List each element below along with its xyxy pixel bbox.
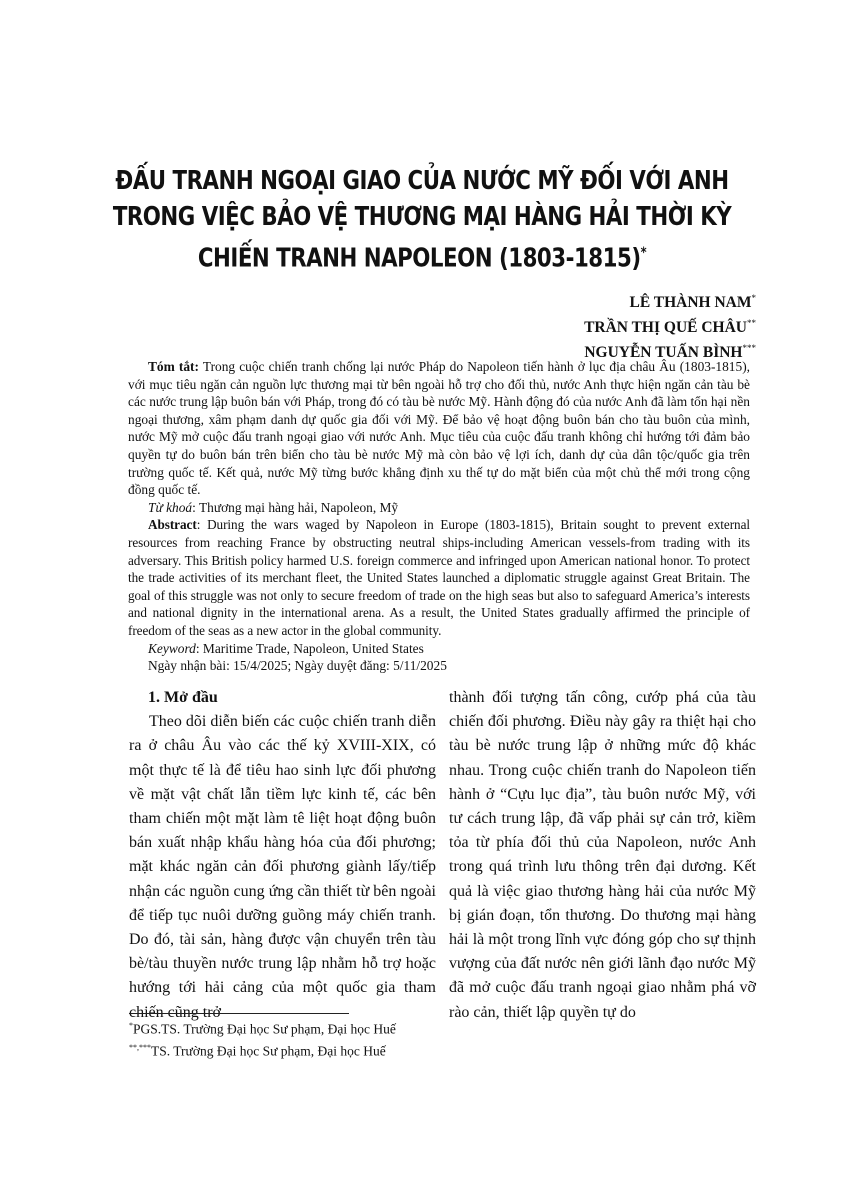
body-paragraph-right: thành đối tượng tấn công, cướp phá của tàu chiến đối phương. Điều này gây ra thiệt hại cho tàu bè nước trung lập ở những mức độ khác nhau. Trong cuộc chiến tranh do Napoleon tiến hành ở “Cựu lục địa”, tàu buôn nước Mỹ, với tư cách trung lập, đã vấp phải sự cản trở, kiềm tỏa từ phía đối thủ của Napoleon, nước Anh trong quá trình lưu thông trên đại dương. Kết quả là việc giao thương hàng hải của nước Mỹ bị gián đoạn, tổn thương. Do thương mại hàng hải là một trong lĩnh vực đóng góp cho sự thịnh vượng của đất nước nên giới lãnh đạo nước Mỹ đã mở cuộc đấu tranh ngoại giao nhằm phá vỡ rào cản, thiết lập quyền tự do — [449, 689, 756, 1021]
abstract-en — [128, 516, 750, 639]
abstract-block — [128, 358, 750, 675]
author-name: LÊ THÀNH NAM — [629, 294, 752, 312]
paper-title — [76, 163, 768, 277]
title-line-3 — [76, 235, 768, 277]
body-column-left — [129, 686, 436, 1025]
author-name: TRẦN THỊ QUẾ CHÂU — [584, 319, 747, 337]
summary-vi-label: Tóm tắt: — [148, 359, 199, 374]
title-line-2: TRONG VIỆC BẢO VỆ THƯƠNG MẠI HÀNG HẢI THỜI KỲ — [112, 202, 732, 232]
submission-dates: Ngày nhận bài: 15/4/2025; Ngày duyệt đăng: 5/11/2025 — [148, 658, 447, 674]
keywords-en-label: Keyword — [148, 640, 196, 656]
author-2 — [584, 313, 756, 338]
title-line-3-text: CHIẾN TRANH NAPOLEON (1803-1815) — [197, 243, 641, 274]
summary-vi — [128, 358, 750, 499]
section-heading: 1. Mở đầu — [148, 689, 218, 706]
footnote-1 — [129, 1017, 396, 1039]
footnotes — [129, 1017, 396, 1060]
footnote-2-text: TS. Trường Đại học Sư phạm, Đại học Huế — [151, 1043, 386, 1058]
author-mark: *** — [742, 343, 756, 354]
keywords-vi-label: Từ khoá — [148, 499, 193, 515]
footnote-2-mark: **,*** — [129, 1042, 151, 1052]
summary-vi-text: Trong cuộc chiến tranh chống lại nước Pháp do Napoleon tiến hành ở lục địa châu Âu (1803-1815), với mục tiêu ngăn cản nguồn lực thương mại từ bên ngoài hỗ trợ cho đối thủ, nước Anh thực hiện ngăn cản tàu bè các nước trung lập buôn bán với Pháp, trong đó có tàu bè nước Mỹ. Hành động đó của nước Anh đã làm tổn hại nền ngoại thương, xâm phạm danh dự quốc gia đối với Mỹ. Để bảo vệ hoạt động buôn bán cho tàu buôn của mình, nước Mỹ mở cuộc đấu tranh ngoại giao với nước Anh. Mục tiêu của cuộc đấu tranh không chỉ hướng tới đảm bảo quyền tự do buôn bán trên biển cho tàu bè nước Mỹ mà còn bảo vệ lợi ích, danh dự của dân tộc/quốc gia trên trường quốc tế. Kết quả, nước Mỹ từng bước khẳng định xu thế tự do mặt biển của một chủ thể mới trong cộng đồng quốc tế. — [128, 359, 751, 498]
author-1 — [584, 288, 756, 313]
body-column-right — [449, 686, 756, 1025]
footnote-2 — [129, 1039, 396, 1061]
keywords-vi — [128, 499, 750, 517]
title-footnote-mark: * — [640, 245, 647, 261]
abstract-en-text: : During the wars waged by Napoleon in Europe (1803-1815), Britain sought to prevent external resources from reaching France by obstructing neutral ships-including American vessels-from trading with its adversary. This British policy harmed U.S. foreign commerce and infringed upon American national honor. To protect the trade activities of its merchant fleet, the United States launched a diplomatic struggle against Great Britain. The goal of this struggle was not only to secure freedom of trade on the high seas but also to safeguard America’s interests and national dignity in the international arena. As a result, the United States gradually affirmed the principle of freedom of the seas as a new actor in the global community. — [128, 517, 750, 638]
title-line-1: ĐẤU TRANH NGOẠI GIAO CỦA NƯỚC MỸ ĐỐI VỚI ANH — [115, 166, 729, 196]
footnote-1-mark: * — [129, 1021, 133, 1030]
keywords-vi-text: : Thương mại hàng hải, Napoleon, Mỹ — [192, 499, 399, 515]
footnote-1-text: PGS.TS. Trường Đại học Sư phạm, Đại học Huế — [133, 1021, 396, 1037]
author-mark: * — [751, 293, 756, 303]
keywords-en — [128, 640, 750, 658]
footnote-divider — [129, 1013, 349, 1014]
abstract-en-label: Abstract — [148, 517, 197, 533]
author-mark: ** — [747, 318, 756, 329]
body-paragraph-left: Theo dõi diễn biến các cuộc chiến tranh diễn ra ở châu Âu vào các thế kỷ XVIII-XIX, có một thực tế là để tiêu hao sinh lực đối phương về mặt vật chất lẫn tiềm lực kinh tế, các bên tham chiến một mặt làm tê liệt hoạt động buôn bán xuất nhập khẩu hàng hóa của đối phương; mặt khác ngăn cản đối phương giành lấy/tiếp nhận các nguồn cung ứng cần thiết từ bên ngoài để tiếp tục nuôi dưỡng guồng máy chiến tranh. Do đó, tài sản, hàng được vận chuyển trên tàu bè/tàu thuyền nước trung lập nhằm hỗ trợ hoặc hướng tới hải cảng của một quốc gia tham chiến cũng trở — [129, 713, 436, 1021]
author-name: NGUYỄN TUẤN BÌNH — [584, 344, 743, 362]
author-list — [584, 288, 756, 363]
keywords-en-text: : Maritime Trade, Napoleon, United States — [195, 640, 424, 656]
